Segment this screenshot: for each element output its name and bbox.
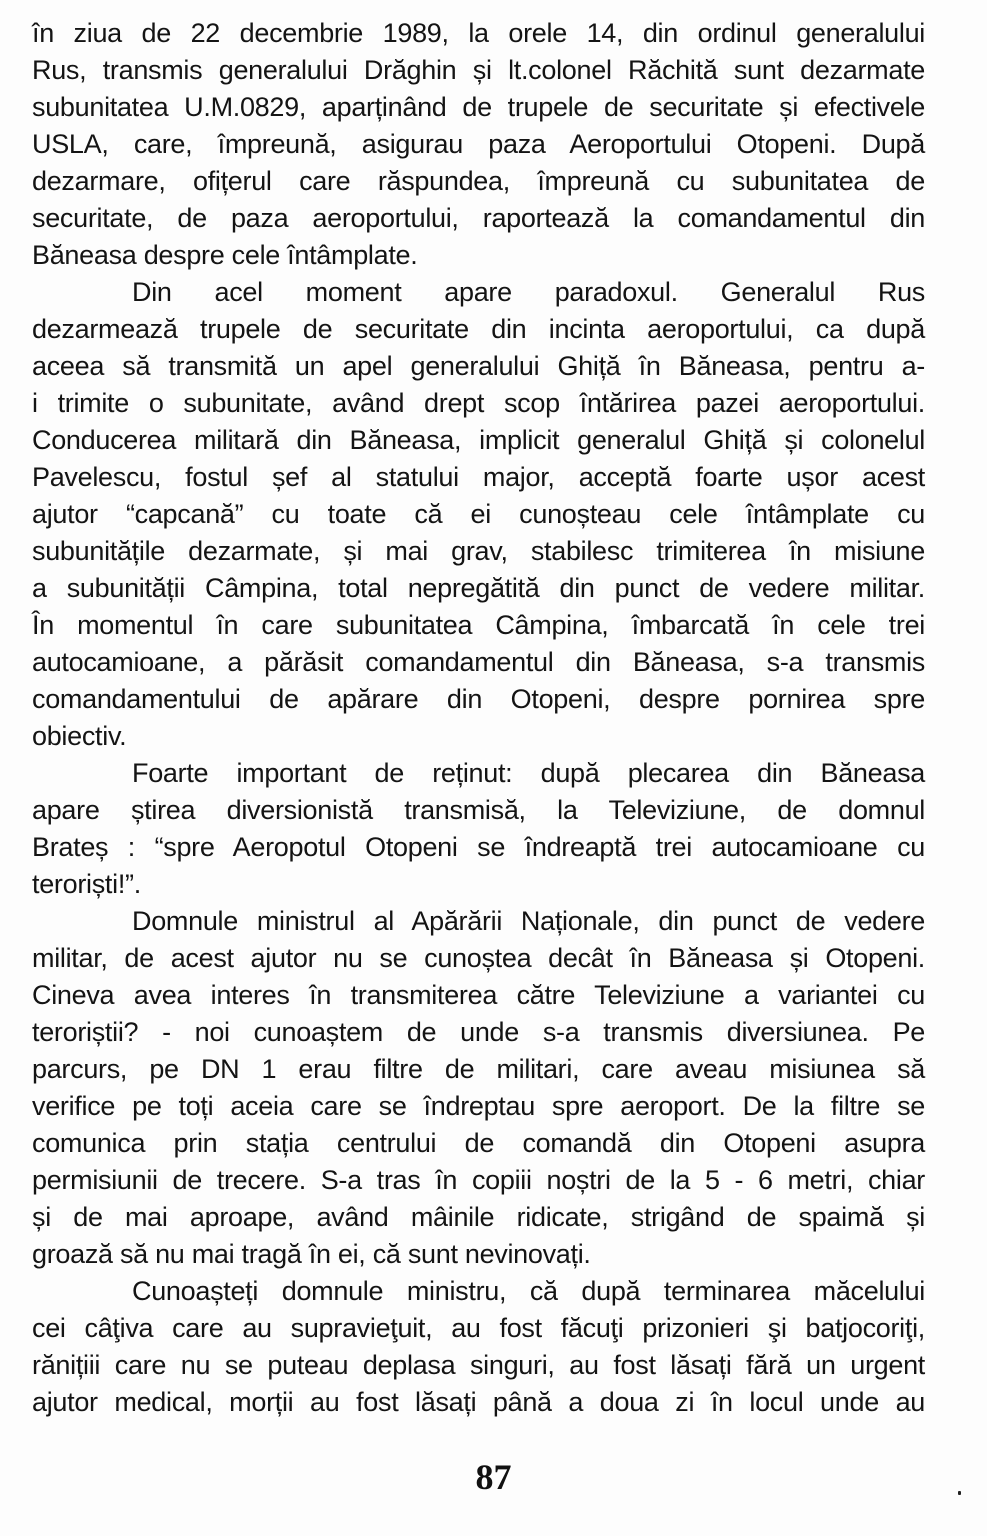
text-line: permisiunii de trecere. S-a tras în copiii noștri de la 5 - 6 metri, chiar (32, 1165, 925, 1195)
text-line: Conducerea militară din Băneasa, implicit generalul Ghiță și colonelul (32, 425, 925, 455)
text-line: comunica prin stația centrului de comandă din Otopeni asupra (32, 1128, 925, 1158)
text-line: Cineva avea interes în transmiterea către Televiziune a variantei cu (32, 980, 925, 1010)
text-line: teroriștii? - noi cunoaștem de unde s-a transmis diversiunea. Pe (32, 1017, 925, 1047)
text-line: ajutor “capcană” cu toate că ei cunoșteau cele întâmplate cu (32, 499, 925, 529)
text-line: autocamioane, a părăsit comandamentul din Băneasa, s-a transmis (32, 647, 925, 677)
paragraph-first-line: Cunoașteți domnule ministru, că după terminarea măcelului (132, 1276, 925, 1306)
text-line: aceea să transmită un apel generalului Ghiță în Băneasa, pentru a- (32, 351, 925, 381)
text-line: dezarmează trupele de securitate din incinta aeroportului, ca după (32, 314, 925, 344)
text-line: militar, de acest ajutor nu se cunoștea decât în Băneasa și Otopeni. (32, 943, 925, 973)
text-line: i trimite o subunitate, având drept scop întărirea pazei aeroportului. (32, 388, 925, 418)
text-line: verifice pe toți aceia care se îndreptau spre aeroport. De la filtre se (32, 1091, 925, 1121)
text-line: groază să nu mai tragă în ei, că sunt nevinovați. (32, 1239, 591, 1269)
text-line: subunitățile dezarmate, și mai grav, stabilesc trimiterea în misiune (32, 536, 925, 566)
page-number: 87 (475, 1457, 512, 1497)
paragraph-first-line: Din acel moment apare paradoxul. Generalul Rus (132, 277, 925, 307)
text-line: Rus, transmis generalului Drăghin și lt.colonel Răchită sunt dezarmate (32, 55, 925, 85)
text-line: rănițiii care nu se puteau deplasa singuri, au fost lăsați fără un urgent (32, 1350, 925, 1380)
text-line: cei câţiva care au supravieţuit, au fost făcuţi prizonieri şi batjocoriţi, (32, 1313, 925, 1343)
text-line: parcurs, pe DN 1 erau filtre de militari, care aveau misiunea să (32, 1054, 925, 1084)
text-line: apare știrea diversionistă transmisă, la Televiziune, de domnul (32, 795, 925, 825)
text-line: dezarmare, ofițerul care răspundea, împreună cu subunitatea de (32, 166, 925, 196)
scan-speck (958, 1491, 961, 1495)
text-line: ajutor medical, morții au fost lăsați până a doua zi în locul unde au (32, 1387, 925, 1417)
text-line: Brateș : “spre Aeropotul Otopeni se îndreaptă trei autocamioane cu (32, 832, 925, 862)
text-line: a subunității Câmpina, total nepregătită din punct de vedere militar. (32, 573, 925, 603)
text-line: și de mai aproape, având mâinile ridicate, strigând de spaimă și (32, 1202, 925, 1232)
paragraph-first-line: Foarte important de reținut: după plecarea din Băneasa (132, 758, 925, 788)
text-line: În momentul în care subunitatea Câmpina, îmbarcată în cele trei (32, 610, 925, 640)
text-line: Băneasa despre cele întâmplate. (32, 240, 418, 270)
text-line: Pavelescu, fostul șef al statului major, acceptă foarte ușor acest (32, 462, 925, 492)
text-line: în ziua de 22 decembrie 1989, la orele 14, din ordinul generalului (32, 18, 925, 48)
text-line: subunitatea U.M.0829, aparținând de trupele de securitate și efectivele (32, 92, 925, 122)
paragraph-first-line: Domnule ministrul al Apărării Naționale, din punct de vedere (132, 906, 925, 936)
text-line: securitate, de paza aeroportului, raportează la comandamentul din (32, 203, 925, 233)
text-line: obiectiv. (32, 721, 127, 751)
text-line: teroriști!”. (32, 869, 141, 899)
text-line: USLA, care, împreună, asigurau paza Aeroportului Otopeni. După (32, 129, 925, 159)
text-line: comandamentului de apărare din Otopeni, despre pornirea spre (32, 684, 925, 714)
